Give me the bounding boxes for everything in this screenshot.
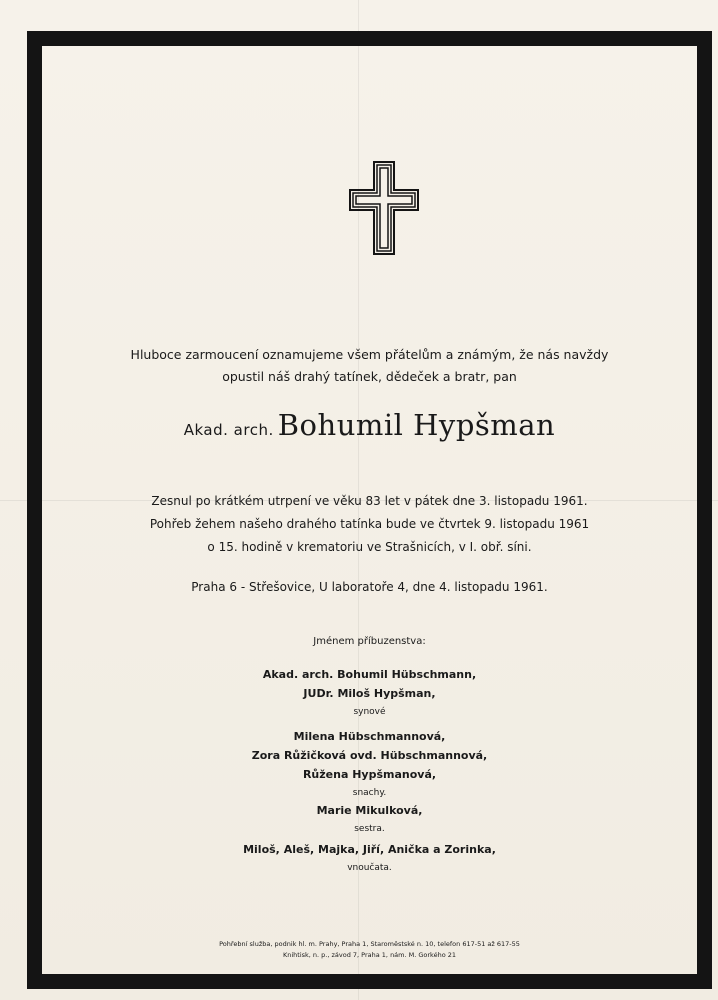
relative-name: Milena Hübschmannová, [293, 730, 446, 743]
place-date: Praha 6 - Střešovice, U laboratoře 4, dne 4. listopadu 1961. [191, 580, 548, 594]
relation-label: synové [353, 707, 386, 717]
latin-cross-icon [348, 160, 420, 256]
relation-label: sestra. [354, 824, 385, 834]
relation-label: snachy. [352, 788, 387, 798]
relative-name: Miloš, Aleš, Majka, Jiří, Anička a Zorinka, [243, 843, 496, 856]
details-line-3: o 15. hodině v krematoriu ve Strašnicích, v I. obř. síni. [207, 540, 532, 554]
relation-label: vnoučata. [347, 863, 392, 873]
relative-name: JUDr. Miloš Hypšman, [303, 687, 436, 700]
relatives-sister [42, 801, 697, 838]
funeral-details [42, 490, 697, 559]
printer-footer [42, 939, 697, 961]
footer-line-2: Knihtisk, n. p., závod 7, Praha 1, nám. M. Gorkého 21 [282, 951, 457, 959]
deceased-title: Akad. arch. [183, 421, 274, 439]
relatives-sons [42, 665, 697, 721]
notice-body [42, 46, 697, 974]
relative-name: Růžena Hypšmanová, [302, 768, 437, 781]
details-line-1: Zesnul po krátkém utrpení ve věku 83 let v pátek dne 3. listopadu 1961. [151, 494, 588, 508]
deceased-name [42, 408, 697, 442]
relatives-heading: Jménem příbuzenstva: [313, 636, 426, 647]
announcement-line-2: opustil náš drahý tatínek, dědeček a bratr, pan [222, 369, 517, 384]
details-line-2: Pohřeb žehem našeho drahého tatínka bude ve čtvrtek 9. listopadu 1961 [149, 517, 590, 531]
announcement-line-1: Hluboce zarmoucení oznamujeme všem přátelům a známým, že nás navždy [130, 347, 609, 362]
relative-name: Marie Mikulková, [316, 804, 423, 817]
mourning-border [27, 31, 712, 989]
relatives-grandchildren [42, 840, 697, 877]
relatives-daughters-in-law [42, 727, 697, 802]
relative-name: Zora Růžičková ovd. Hübschmannová, [251, 749, 488, 762]
announcement [42, 344, 697, 388]
footer-line-1: Pohřební služba, podnik hl. m. Prahy, Praha 1, Staroměstské n. 10, telefon 617-51 až 617-55 [219, 940, 520, 948]
deceased-full-name: Bohumil Hypšman [277, 408, 556, 442]
relative-name: Akad. arch. Bohumil Hübschmann, [262, 668, 477, 681]
